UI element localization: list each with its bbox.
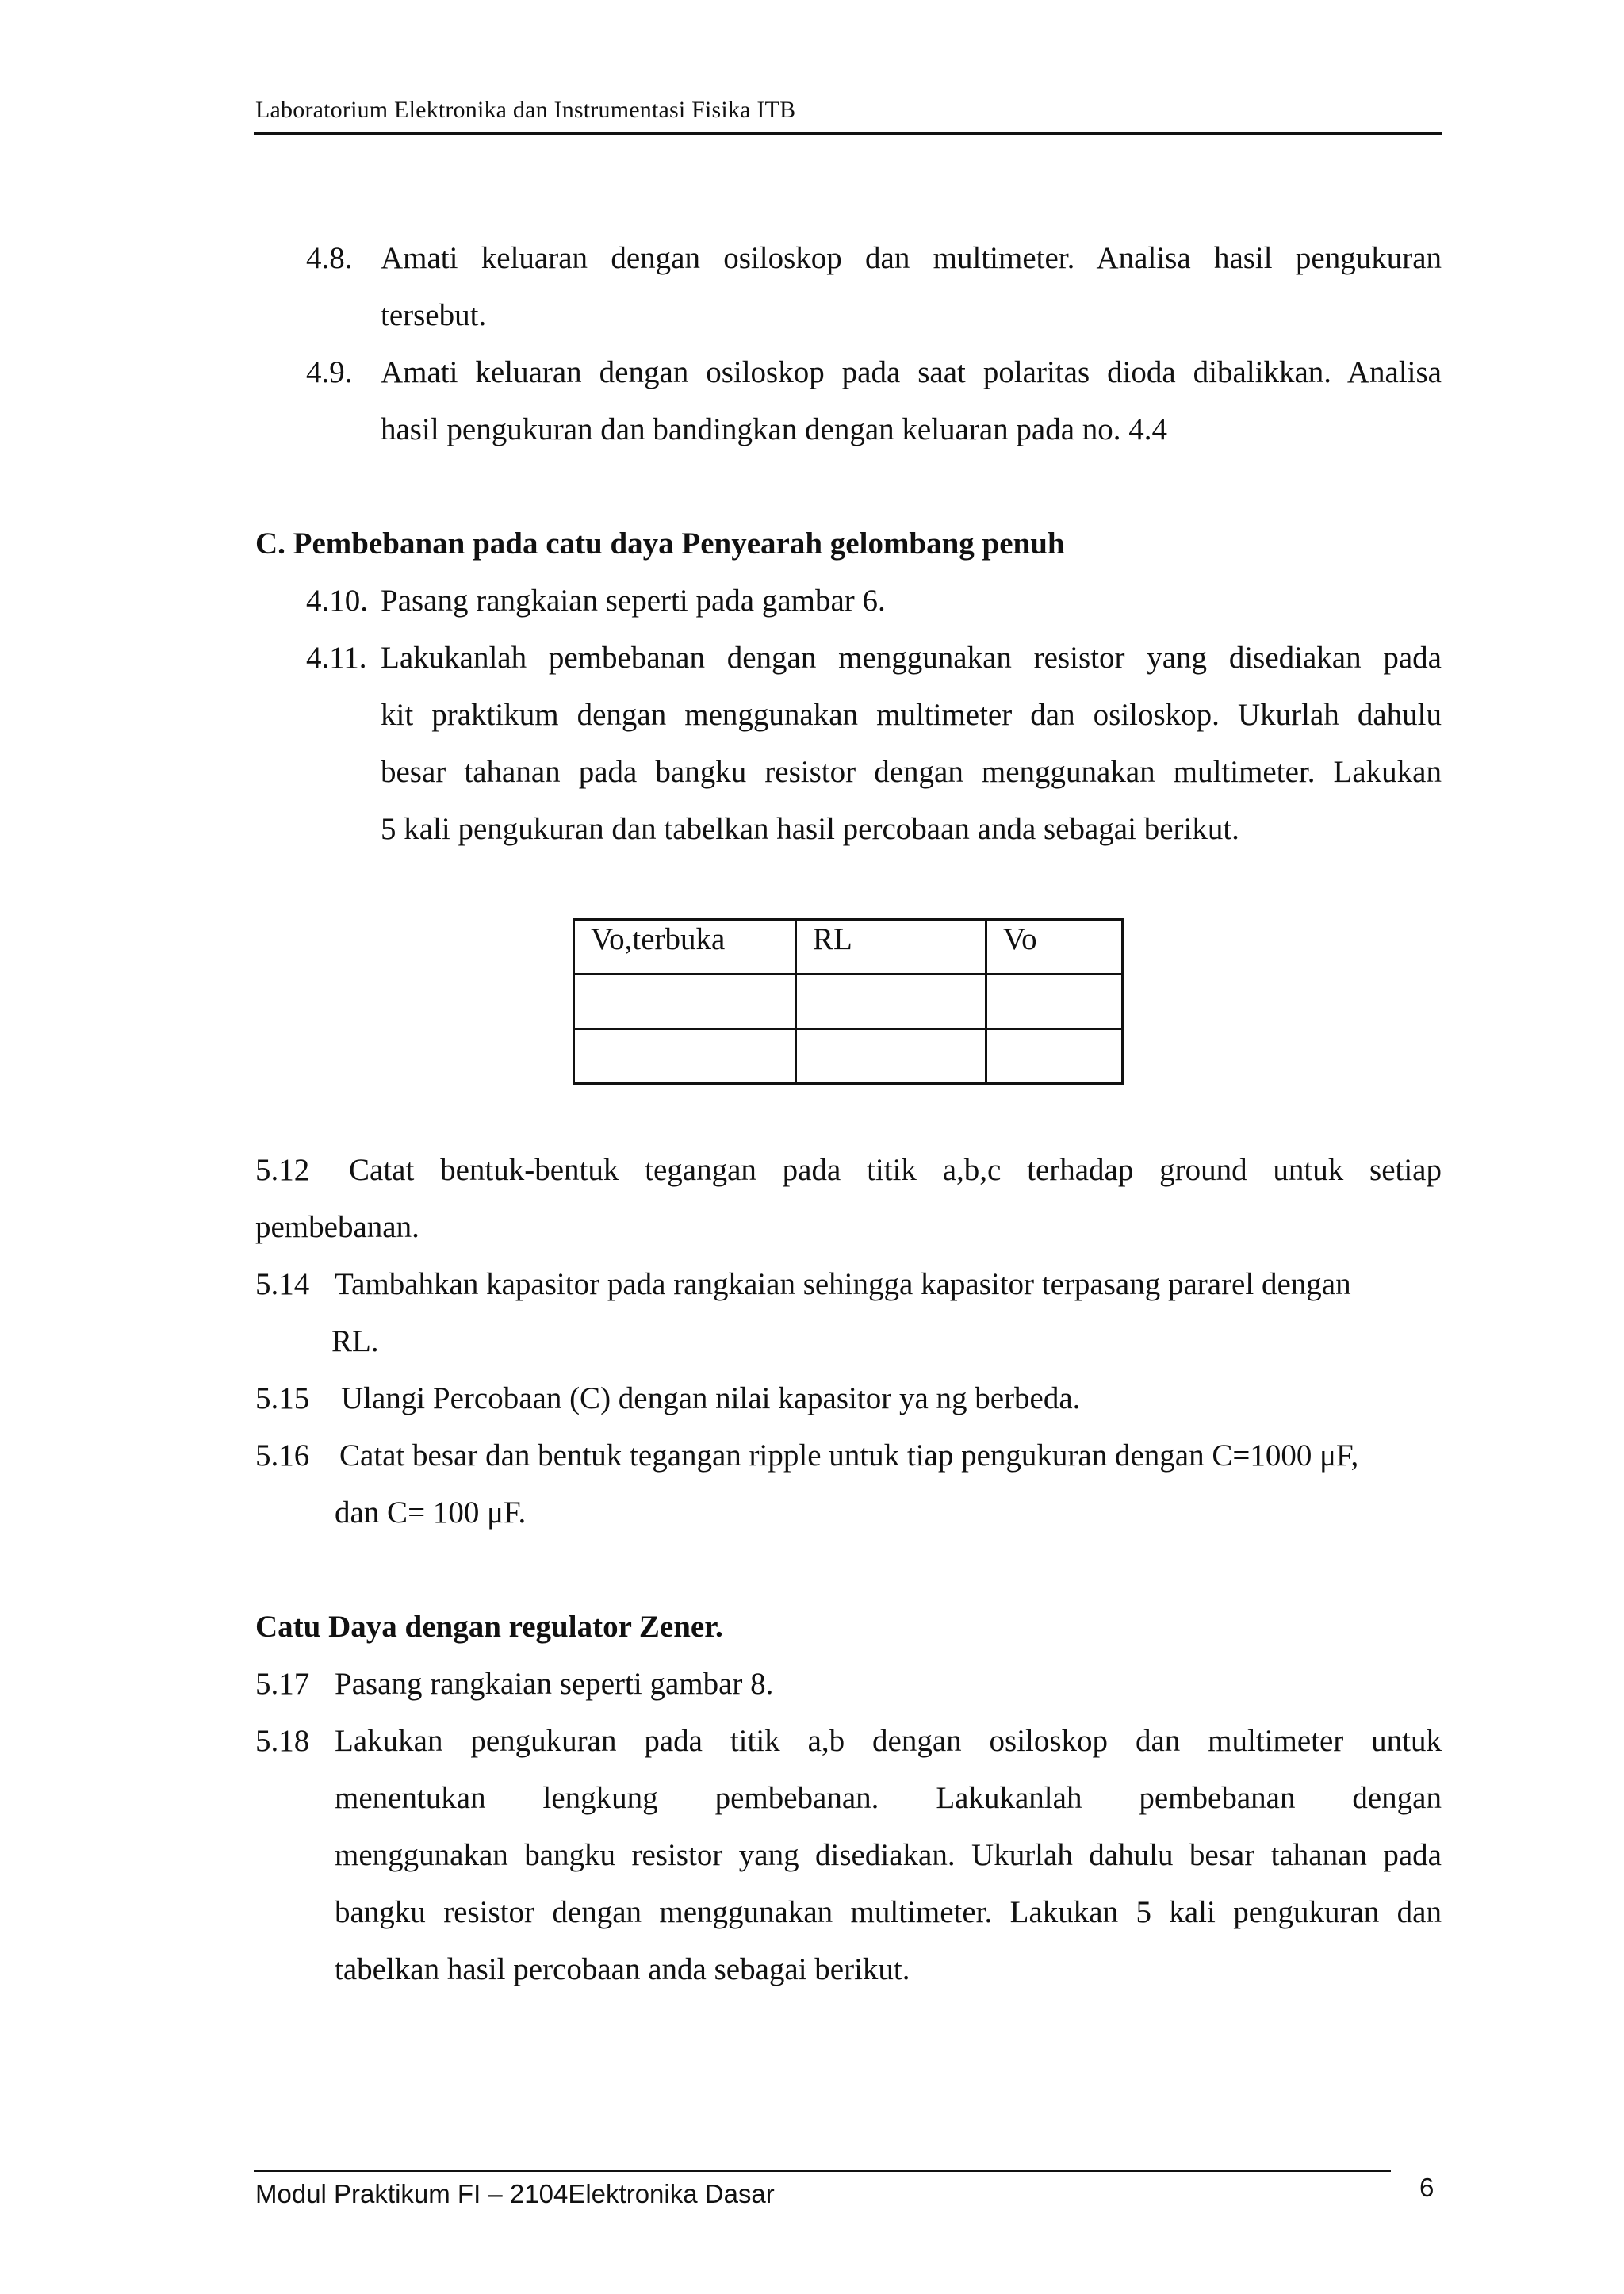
section-heading: C. Pembebanan pada catu daya Penyearah gelombang penuh — [255, 527, 1065, 561]
item-text: tersebut. — [381, 298, 487, 332]
item-text: Lakukanlah pembebanan dengan menggunakan resistor yang disediakan pada — [381, 641, 1442, 675]
table-header-row — [574, 920, 1123, 975]
item-text: kit praktikum dengan menggunakan multimeter dan osiloskop. Ukurlah dahulu — [381, 698, 1442, 732]
item-number: 5.12 — [255, 1153, 310, 1187]
header-divider — [254, 132, 1442, 135]
item-text: Amati keluaran dengan osiloskop pada saat polaritas dioda dibalikkan. Analisa — [381, 355, 1442, 389]
item-text: besar tahanan pada bangku resistor dengan menggunakan multimeter. Lakukan — [381, 755, 1442, 789]
item-text: Tambahkan kapasitor pada rangkaian sehingga kapasitor terpasang pararel dengan — [335, 1267, 1351, 1301]
item-text: hasil pengukuran dan bandingkan dengan keluaran pada no. 4.4 — [381, 412, 1168, 446]
item-number: 5.17 — [255, 1667, 310, 1701]
section-heading: Catu Daya dengan regulator Zener. — [255, 1610, 723, 1644]
item-text: Pasang rangkaian seperti gambar 8. — [335, 1667, 774, 1701]
table-cell — [986, 1029, 1123, 1084]
table-header-cell: RL — [796, 920, 986, 975]
table-cell — [574, 1029, 796, 1084]
page-header: Laboratorium Elektronika dan Instrumentasi Fisika ITB — [255, 97, 796, 123]
item-text: Ulangi Percobaan (C) dengan nilai kapasitor ya ng berbeda. — [341, 1381, 1081, 1415]
item-number: 5.16 — [255, 1438, 310, 1473]
page-number: 6 — [1419, 2173, 1434, 2202]
item-text: pembebanan. — [255, 1210, 419, 1244]
item-text: bangku resistor dengan menggunakan multimeter. Lakukan 5 kali pengukuran dan — [335, 1895, 1442, 1929]
item-number: 4.9. — [306, 355, 353, 389]
table-cell — [796, 975, 986, 1029]
item-text: menentukan lengkung pembebanan. Lakukanlah pembebanan dengan — [335, 1781, 1442, 1815]
item-number: 5.15 — [255, 1381, 310, 1415]
item-text: tabelkan hasil percobaan anda sebagai berikut. — [335, 1952, 910, 1986]
table-header-cell: Vo — [986, 920, 1123, 975]
item-number: 4.11. — [306, 641, 367, 675]
item-number: 5.18 — [255, 1724, 310, 1758]
item-text: Lakukan pengukuran pada titik a,b dengan osiloskop dan multimeter untuk — [335, 1724, 1442, 1758]
table-cell — [796, 1029, 986, 1084]
item-text: dan C= 100 μF. — [335, 1496, 527, 1530]
item-number: 4.10. — [306, 584, 368, 618]
table-cell — [986, 975, 1123, 1029]
measurement-table — [573, 918, 1124, 1085]
table-cell — [574, 975, 796, 1029]
item-number: 5.14 — [255, 1267, 310, 1301]
footer-divider — [254, 2170, 1391, 2172]
item-text: Catat bentuk-bentuk tegangan pada titik a,b,c terhadap ground untuk setiap — [349, 1153, 1442, 1187]
table-row — [574, 1029, 1123, 1084]
table-header-cell: Vo,terbuka — [574, 920, 796, 975]
item-number: 4.8. — [306, 241, 353, 275]
item-text: 5 kali pengukuran dan tabelkan hasil percobaan anda sebagai berikut. — [381, 812, 1239, 846]
item-text: RL. — [331, 1324, 379, 1358]
item-text: Catat besar dan bentuk tegangan ripple untuk tiap pengukuran dengan C=1000 μF, — [339, 1438, 1359, 1473]
item-text: menggunakan bangku resistor yang disediakan. Ukurlah dahulu besar tahanan pada — [335, 1838, 1442, 1872]
footer-module-title: Modul Praktikum FI – 2104Elektronika Dasar — [255, 2179, 775, 2208]
item-text: Pasang rangkaian seperti pada gambar 6. — [381, 584, 886, 618]
item-text: Amati keluaran dengan osiloskop dan multimeter. Analisa hasil pengukuran — [381, 241, 1442, 275]
table-row — [574, 975, 1123, 1029]
